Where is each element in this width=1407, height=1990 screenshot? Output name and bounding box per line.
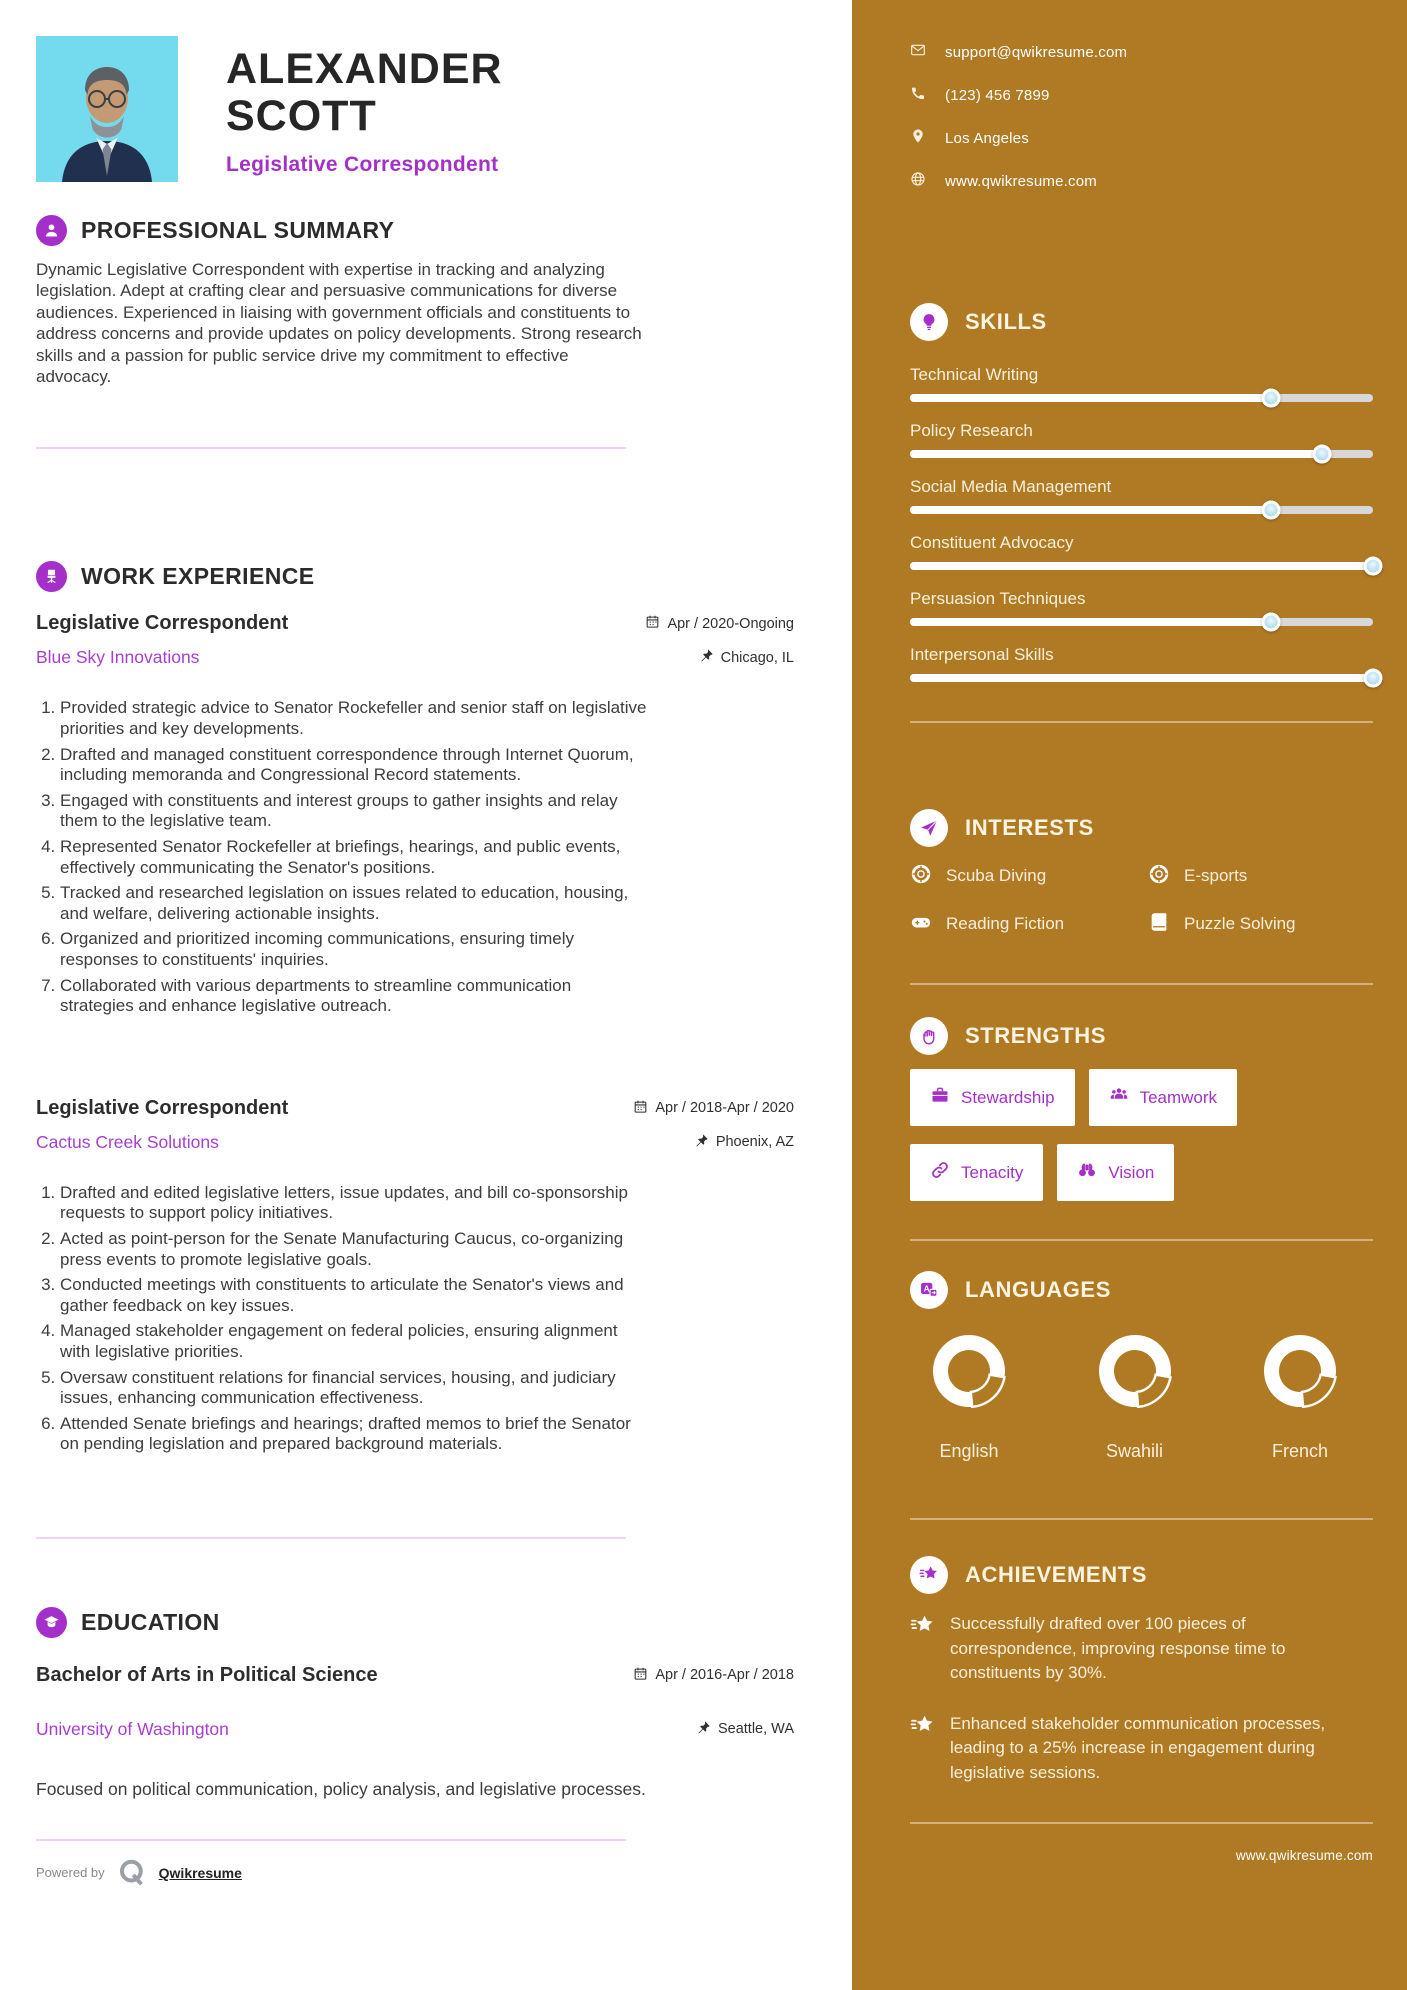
language-label: French xyxy=(1271,1441,1329,1461)
achievement-item xyxy=(910,1612,1373,1686)
job-company: Cactus Creek Solutions xyxy=(36,1131,219,1152)
strength-badge xyxy=(1089,1069,1237,1126)
powered-by-label: Powered by xyxy=(36,1865,105,1881)
divider xyxy=(910,721,1373,723)
bulb-icon xyxy=(910,303,948,341)
job-date-text: Apr / 2020-Ongoing xyxy=(667,615,794,632)
chair-icon xyxy=(36,561,67,592)
calendar-icon xyxy=(633,1666,648,1685)
lifebuoy-icon xyxy=(1148,863,1170,890)
experience-heading: WORK EXPERIENCE xyxy=(81,563,315,590)
binoculars-icon xyxy=(1077,1160,1097,1185)
slider-fill xyxy=(910,506,1271,514)
divider xyxy=(36,1839,626,1841)
slider-fill xyxy=(910,394,1271,402)
achievement-item xyxy=(910,1712,1373,1786)
language-donut-chart xyxy=(929,1331,1009,1411)
education-date-text: Apr / 2016-Apr / 2018 xyxy=(655,1667,794,1684)
slider-fill xyxy=(910,562,1373,570)
contact-item[interactable] xyxy=(910,171,1373,191)
interest-label: Scuba Diving xyxy=(946,866,1047,885)
skills-heading: SKILLS xyxy=(965,309,1047,334)
contact-text: www.qwikresume.com xyxy=(945,172,1097,190)
strengths-list xyxy=(910,1069,1373,1201)
achievement-text: Successfully drafted over 100 pieces of correspondence, improving response time to constituents by 30%. xyxy=(950,1614,1286,1683)
education-heading: EDUCATION xyxy=(81,1608,220,1635)
job-list xyxy=(36,612,794,1454)
divider xyxy=(910,983,1373,985)
job-bullet: 5. Oversaw constituent relations for financial services, housing, and judiciary issues, enhancing communication effectiveness. xyxy=(60,1368,648,1409)
strength-badge xyxy=(1057,1144,1174,1201)
book-icon xyxy=(1148,911,1170,938)
summary-heading: PROFESSIONAL SUMMARY xyxy=(81,217,395,243)
strength-label: Vision xyxy=(1108,1162,1155,1182)
languages-list xyxy=(910,1331,1373,1462)
job-bullet: 7. Collaborated with various departments to streamline communication strategies and enhance legislative outreach. xyxy=(60,976,648,1017)
interest-item xyxy=(1148,911,1373,937)
strength-label: Stewardship xyxy=(961,1087,1055,1107)
education-date xyxy=(633,1666,794,1685)
skill-slider[interactable] xyxy=(910,562,1373,570)
language-donut-chart xyxy=(1260,1331,1340,1411)
skill-slider[interactable] xyxy=(910,394,1373,402)
interests-list xyxy=(910,863,1373,937)
skill-slider[interactable] xyxy=(910,450,1373,458)
education-note: Focused on political communication, policy analysis, and legislative processes. xyxy=(36,1778,646,1799)
job-location xyxy=(694,1133,794,1152)
job-bullet: 1. Drafted and edited legislative letters, issue updates, and bill co-sponsorship requests to support policy initiatives. xyxy=(60,1183,648,1224)
skill-label: Social Media Management xyxy=(910,477,1112,496)
translate-icon xyxy=(910,1271,948,1309)
skills-section-heading xyxy=(910,303,1373,341)
language-item xyxy=(910,1331,1028,1462)
interest-item xyxy=(1148,863,1373,889)
skill-label: Policy Research xyxy=(910,421,1033,440)
job-bullet-list xyxy=(36,1183,648,1455)
education-entry xyxy=(36,1664,794,1803)
skill-item xyxy=(910,421,1373,458)
job-entry xyxy=(36,1097,794,1455)
job-date xyxy=(645,614,794,633)
contact-item[interactable] xyxy=(910,85,1373,105)
fist-icon xyxy=(910,1017,948,1055)
lifebuoy-icon xyxy=(910,863,932,890)
footer xyxy=(36,1858,794,1888)
contact-text: (123) 456 7899 xyxy=(945,86,1050,104)
briefcase-icon xyxy=(930,1085,950,1110)
star-icon xyxy=(910,1612,935,1686)
language-label: Swahili xyxy=(1105,1441,1164,1461)
skill-slider[interactable] xyxy=(910,618,1373,626)
job-bullet: 6. Organized and prioritized incoming communications, ensuring timely responses to constituents' inquiries. xyxy=(60,929,648,970)
skill-item xyxy=(910,589,1373,626)
job-title: Legislative Correspondent xyxy=(36,1096,289,1119)
job-date-text: Apr / 2018-Apr / 2020 xyxy=(655,1100,794,1117)
job-bullet: 3. Engaged with constituents and interest groups to gather insights and relay them to the legislative team. xyxy=(60,791,648,832)
graduate-icon xyxy=(36,1607,67,1638)
slider-fill xyxy=(910,450,1322,458)
pin-icon xyxy=(699,648,714,667)
interests-section-heading xyxy=(910,809,1373,847)
job-location xyxy=(699,648,794,667)
slider-knob[interactable] xyxy=(1262,389,1281,408)
interest-item xyxy=(910,911,1148,937)
svg-text:A: A xyxy=(923,1283,930,1294)
globe-icon xyxy=(910,171,926,192)
profile-photo xyxy=(36,36,178,182)
divider xyxy=(910,1239,1373,1241)
skill-item xyxy=(910,365,1373,402)
contact-item[interactable] xyxy=(910,128,1373,148)
language-item xyxy=(1076,1331,1194,1462)
link-icon xyxy=(930,1160,950,1185)
slider-knob[interactable] xyxy=(1364,669,1383,688)
slider-fill xyxy=(910,618,1271,626)
skill-label: Constituent Advocacy xyxy=(910,533,1074,552)
job-bullet: 2. Drafted and managed constituent correspondence through Internet Quorum, including memoranda and Congressional Record statements. xyxy=(60,745,648,786)
job-bullet: 3. Conducted meetings with constituents to articulate the Senator's views and gather feedback on key issues. xyxy=(60,1275,648,1316)
education-location xyxy=(696,1720,794,1739)
interests-heading: INTERESTS xyxy=(965,815,1094,840)
contact-item[interactable] xyxy=(910,42,1373,62)
education-section-heading xyxy=(36,1607,794,1638)
name-last: SCOTT xyxy=(226,92,377,140)
strengths-section-heading xyxy=(910,1017,1373,1055)
contact-text: support@qwikresume.com xyxy=(945,43,1128,61)
job-bullet: 6. Attended Senate briefings and hearings; drafted memos to brief the Senator on pending legislation and prepared background materials. xyxy=(60,1414,648,1455)
job-bullet-list xyxy=(36,698,648,1016)
identity-header xyxy=(36,36,794,182)
summary-section-heading xyxy=(36,215,794,246)
slider-knob[interactable] xyxy=(1262,501,1281,520)
interest-label: E-sports xyxy=(1184,866,1248,885)
plane-icon xyxy=(910,809,948,847)
skill-label: Interpersonal Skills xyxy=(910,645,1054,664)
job-title: Legislative Correspondent xyxy=(36,612,289,635)
education-degree: Bachelor of Arts in Political Science xyxy=(36,1663,378,1686)
language-label: English xyxy=(939,1441,999,1461)
phone-icon xyxy=(910,85,926,106)
achievements-heading: ACHIEVEMENTS xyxy=(965,1562,1147,1587)
location-icon xyxy=(910,128,926,149)
skill-item xyxy=(910,477,1373,514)
person-icon xyxy=(36,215,67,246)
job-bullet: 4. Managed stakeholder engagement on federal policies, ensuring alignment with legislative priorities. xyxy=(60,1321,648,1362)
skill-slider[interactable] xyxy=(910,674,1373,682)
slider-knob[interactable] xyxy=(1262,613,1281,632)
job-company: Blue Sky Innovations xyxy=(36,647,200,668)
language-item xyxy=(1241,1331,1359,1462)
job-bullet: 5. Tracked and researched legislation on issues related to education, housing, and welfare, delivering actionable insights. xyxy=(60,883,648,924)
team-icon xyxy=(1109,1085,1129,1110)
job-location-text: Chicago, IL xyxy=(720,649,794,666)
job-location-text: Phoenix, AZ xyxy=(715,1134,794,1151)
experience-section-heading xyxy=(36,561,794,592)
skill-item xyxy=(910,533,1373,570)
slider-knob[interactable] xyxy=(1364,557,1383,576)
skill-item xyxy=(910,645,1373,682)
job-bullet: 4. Represented Senator Rockefeller at briefings, hearings, and public events, effectively communicating the Senator's positions. xyxy=(60,837,648,878)
contact-text: Los Angeles xyxy=(945,129,1029,147)
skill-label: Technical Writing xyxy=(910,365,1039,384)
star-icon xyxy=(910,1556,948,1594)
divider xyxy=(910,1822,1373,1824)
star-icon xyxy=(910,1712,935,1786)
envelope-icon xyxy=(910,42,926,63)
sidebar xyxy=(852,0,1407,1990)
strength-badge xyxy=(910,1069,1075,1126)
name-first: ALEXANDER xyxy=(226,45,503,93)
contact-list xyxy=(910,42,1373,191)
pin-icon xyxy=(696,1720,711,1739)
divider xyxy=(36,447,626,449)
education-location-text: Seattle, WA xyxy=(717,1721,794,1738)
pin-icon xyxy=(694,1133,709,1152)
candidate-title: Legislative Correspondent xyxy=(226,153,499,176)
candidate-name xyxy=(226,46,503,140)
skill-label: Persuasion Techniques xyxy=(910,589,1086,608)
qwikresume-brand-link[interactable]: Qwikresume xyxy=(158,1864,242,1881)
job-bullet: 2. Acted as point-person for the Senate Manufacturing Caucus, co-organizing press events to promote legislative goals. xyxy=(60,1229,648,1270)
strength-badge xyxy=(910,1144,1043,1201)
achievements-section-heading xyxy=(910,1556,1373,1594)
qwikresume-logo-icon xyxy=(117,1858,147,1888)
language-donut-chart xyxy=(1095,1331,1175,1411)
languages-section-heading xyxy=(910,1271,1373,1309)
job-entry xyxy=(36,612,794,1016)
skill-slider[interactable] xyxy=(910,506,1373,514)
strengths-heading: STRENGTHS xyxy=(965,1023,1107,1048)
interest-item xyxy=(910,863,1148,889)
skills-list xyxy=(910,365,1373,682)
divider xyxy=(36,1537,626,1539)
achievements-list xyxy=(910,1612,1373,1786)
divider xyxy=(910,1518,1373,1520)
job-bullet: 1. Provided strategic advice to Senator Rockefeller and senior staff on legislative priorities and key developments. xyxy=(60,698,648,739)
footer-site-url[interactable]: www.qwikresume.com xyxy=(1235,1847,1373,1863)
interest-label: Puzzle Solving xyxy=(1184,914,1296,933)
gamepad-icon xyxy=(910,911,932,938)
summary-text: Dynamic Legislative Correspondent with expertise in tracking and analyzing legislation. Adept at crafting clear and persuasive communications for diverse audiences. Experienced in liaising with government officials and constituents to address concerns and provide updates on policy developments. Strong research skills and a passion for public service drive my commitment to effective advocacy. xyxy=(36,260,642,387)
calendar-icon xyxy=(633,1099,648,1118)
job-date xyxy=(633,1099,794,1118)
interest-label: Reading Fiction xyxy=(946,914,1065,933)
slider-fill xyxy=(910,674,1373,682)
strength-label: Teamwork xyxy=(1139,1087,1218,1107)
education-school: University of Washington xyxy=(36,1718,229,1739)
slider-knob[interactable] xyxy=(1313,445,1332,464)
achievement-text: Enhanced stakeholder communication processes, leading to a 25% increase in engagement during legislative sessions. xyxy=(950,1713,1326,1782)
languages-heading: LANGUAGES xyxy=(965,1277,1111,1302)
calendar-icon xyxy=(645,614,660,633)
strength-label: Tenacity xyxy=(961,1162,1024,1182)
